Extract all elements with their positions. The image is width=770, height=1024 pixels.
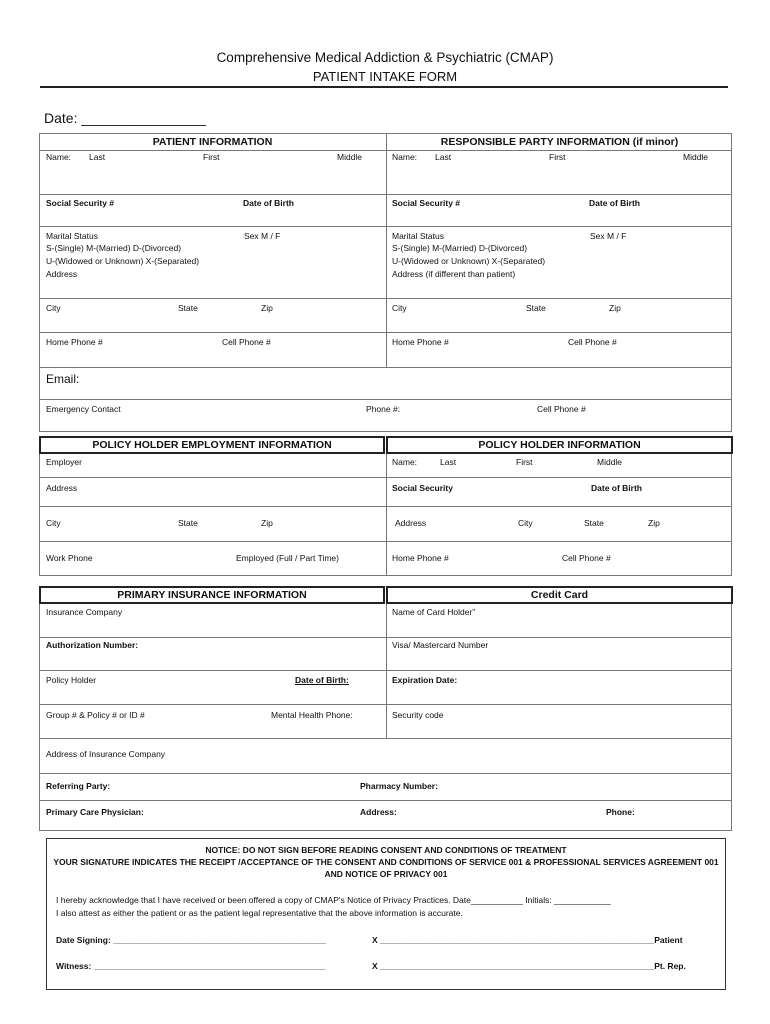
patient-middle-label: Middle <box>337 152 363 162</box>
card-number-field[interactable]: Visa/ Mastercard Number <box>392 640 489 650</box>
insurance-address-field[interactable]: Address of Insurance Company <box>46 749 166 759</box>
ph-dob-field[interactable]: Date of Birth <box>591 483 642 493</box>
ph-middle-label: Middle <box>597 457 623 467</box>
responsible-name-label: Name: <box>392 152 418 162</box>
patient-home-phone-field[interactable]: Home Phone # <box>46 337 103 347</box>
responsible-middle-label: Middle <box>683 152 709 162</box>
mental-health-phone-field[interactable]: Mental Health Phone: <box>271 710 353 720</box>
responsible-home-phone-field[interactable]: Home Phone # <box>392 337 449 347</box>
pharmacy-number-field[interactable]: Pharmacy Number: <box>360 781 438 791</box>
notice-line-3: AND NOTICE OF PRIVACY 001 <box>324 869 448 879</box>
ph-first-label: First <box>516 457 533 467</box>
responsible-sex-field[interactable]: Sex M / F <box>590 231 627 241</box>
form-subtitle: PATIENT INTAKE FORM <box>312 69 458 84</box>
responsible-city-field[interactable]: City <box>392 303 407 313</box>
patient-dob-field[interactable]: Date of Birth <box>243 198 294 208</box>
form-title: Comprehensive Medical Addiction & Psychiatric (CMAP) <box>216 50 554 65</box>
ph-address-field[interactable]: Address <box>395 518 427 528</box>
security-code-field[interactable]: Security code <box>392 710 444 720</box>
responsible-marital-options-1: S-(Single) M-(Married) D-(Divorced) <box>392 243 528 253</box>
email-field[interactable]: Email: <box>46 372 80 386</box>
responsible-last-label: Last <box>435 152 452 162</box>
emergency-phone-field[interactable]: Phone #: <box>366 404 401 414</box>
insurance-dob-field[interactable]: Date of Birth: <box>295 675 349 685</box>
ph-city-field[interactable]: City <box>518 518 533 528</box>
accuracy-attestation: I also attest as either the patient or as the patient legal representative that the above information is accurate. <box>56 908 463 918</box>
referring-party-field[interactable]: Referring Party: <box>46 781 111 791</box>
emergency-cell-field[interactable]: Cell Phone # <box>537 404 586 414</box>
responsible-marital-options-2: U-(Widowed or Unknown) X-(Separated) <box>392 256 546 266</box>
ph-state-field[interactable]: State <box>584 518 604 528</box>
responsible-party-heading: RESPONSIBLE PARTY INFORMATION (if minor) <box>440 136 679 148</box>
patient-sex-field[interactable]: Sex M / F <box>244 231 281 241</box>
ph-ssn-field[interactable]: Social Security <box>392 483 453 493</box>
group-policy-id-field[interactable]: Group # & Policy # or ID # <box>46 710 145 720</box>
privacy-acknowledgement[interactable]: I hereby acknowledge that I have received or been offered a copy of CMAP's Notice of Privacy Practices. Date___________ Initials: ____________ <box>56 895 611 905</box>
employer-field[interactable]: Employer <box>46 457 82 467</box>
patient-marital-label: Marital Status <box>46 231 98 241</box>
authorization-number-field[interactable]: Authorization Number: <box>46 640 139 650</box>
work-phone-field[interactable]: Work Phone <box>46 553 93 563</box>
ph-home-phone-field[interactable]: Home Phone # <box>392 553 449 563</box>
patient-info-heading: PATIENT INFORMATION <box>152 136 273 148</box>
employer-city-field[interactable]: City <box>46 518 61 528</box>
employer-address-field[interactable]: Address <box>46 483 78 493</box>
ph-zip-field[interactable]: Zip <box>648 518 660 528</box>
responsible-dob-field[interactable]: Date of Birth <box>589 198 640 208</box>
title-rule <box>40 86 728 88</box>
patient-name-label: Name: <box>46 152 72 162</box>
patient-address-field[interactable]: Address <box>46 269 78 279</box>
primary-care-physician-field[interactable]: Primary Care Physician: <box>46 807 144 817</box>
policy-holder-heading: POLICY HOLDER INFORMATION <box>478 439 641 451</box>
insurance-heading: PRIMARY INSURANCE INFORMATION <box>117 589 307 601</box>
ph-cell-phone-field[interactable]: Cell Phone # <box>562 553 611 563</box>
physician-address-field[interactable]: Address: <box>360 807 397 817</box>
responsible-marital-label: Marital Status <box>392 231 444 241</box>
emergency-contact-field[interactable]: Emergency Contact <box>46 404 121 414</box>
patient-city-field[interactable]: City <box>46 303 61 313</box>
responsible-cell-phone-field[interactable]: Cell Phone # <box>568 337 617 347</box>
notice-line-1: NOTICE: DO NOT SIGN BEFORE READING CONSENT AND CONDITIONS OF TREATMENT <box>205 845 567 855</box>
patient-ssn-field[interactable]: Social Security # <box>46 198 115 208</box>
physician-phone-field[interactable]: Phone: <box>606 807 635 817</box>
patient-last-label: Last <box>89 152 106 162</box>
witness-field[interactable]: Witness: _________________________________________________ <box>56 961 326 971</box>
patient-first-label: First <box>203 152 220 162</box>
patient-marital-options-1: S-(Single) M-(Married) D-(Divorced) <box>46 243 182 253</box>
ph-name-label: Name: <box>392 457 418 467</box>
employed-status-field[interactable]: Employed (Full / Part Time) <box>236 553 339 563</box>
responsible-address-field[interactable]: Address (if different than patient) <box>392 269 516 279</box>
credit-card-heading: Credit Card <box>530 589 589 601</box>
date-field[interactable]: Date: ________________ <box>44 110 206 126</box>
employment-heading: POLICY HOLDER EMPLOYMENT INFORMATION <box>92 439 332 451</box>
employer-zip-field[interactable]: Zip <box>261 518 273 528</box>
responsible-zip-field[interactable]: Zip <box>609 303 621 313</box>
ph-last-label: Last <box>440 457 457 467</box>
card-holder-name-field[interactable]: Name of Card Holder” <box>392 607 476 617</box>
insurance-policy-holder-field[interactable]: Policy Holder <box>46 675 97 685</box>
employer-state-field[interactable]: State <box>178 518 198 528</box>
responsible-ssn-field[interactable]: Social Security # <box>392 198 461 208</box>
insurance-company-field[interactable]: Insurance Company <box>46 607 123 617</box>
patient-cell-phone-field[interactable]: Cell Phone # <box>222 337 271 347</box>
patient-zip-field[interactable]: Zip <box>261 303 273 313</box>
patient-signature-field[interactable]: X __________________________________________________________Patient <box>372 935 683 945</box>
patient-state-field[interactable]: State <box>178 303 198 313</box>
responsible-state-field[interactable]: State <box>526 303 546 313</box>
patient-marital-options-2: U-(Widowed or Unknown) X-(Separated) <box>46 256 200 266</box>
pt-rep-signature-field[interactable]: X __________________________________________________________Pt. Rep. <box>372 961 686 971</box>
expiration-date-field[interactable]: Expiration Date: <box>392 675 458 685</box>
responsible-first-label: First <box>549 152 566 162</box>
notice-line-2: YOUR SIGNATURE INDICATES THE RECEIPT /ACCEPTANCE OF THE CONSENT AND CONDITIONS OF SERVICE 001 & PROFESSIONAL SERVICES AGREEMENT 001 <box>53 857 719 867</box>
date-signing-field[interactable]: Date Signing: _____________________________________________ <box>56 935 326 945</box>
